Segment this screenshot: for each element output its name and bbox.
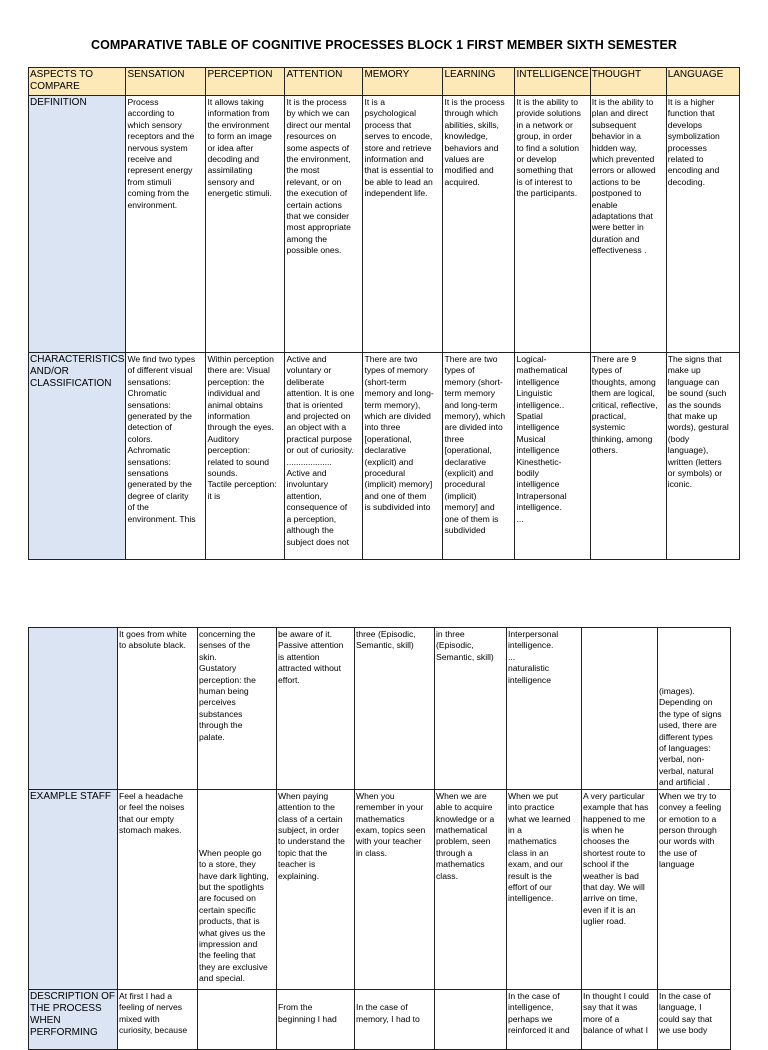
- comparative-table-part-2: [28, 627, 731, 1050]
- cell-example-language: When we try to convey a feeling or emotion to a person through our words with the use of language: [658, 789, 731, 989]
- cell-example-attention: When paying attention to the class of a certain subject, in order to understand the topic that the teacher is explaining.: [277, 789, 355, 989]
- cell-description-sensation: At first I had a feeling of nerves mixed with curiosity, because: [118, 989, 198, 1049]
- cell-characteristics-attention: Active and voluntary or deliberate attention. It is one that is oriented and projected on an object with a practical purpose or out of curiosity. ................... Active and involuntary attention, consequence of a perception, although the subject does not: [285, 353, 363, 560]
- cell-characteristics-sensation: We find two types of different visual sensations: Chromatic sensations: generated by the detection of colors. Achromatic sensations: sensations generated by the degree of clarity of the environment. This: [126, 353, 206, 560]
- cell-characteristics-perception: Within perception there are: Visual perception: the individual and animal obtains information through the eyes. Auditory perception: related to sound sounds. Tactile perception: it is: [206, 353, 285, 560]
- cell-example-thought: A very particular example that has happened to me is when he chooses the shortest route to school if the weather is bad that day. We will arrive on time, even if it is an uglier road.: [582, 789, 658, 989]
- continuation-row: [29, 628, 731, 790]
- row-label-continuation: [29, 628, 118, 790]
- row-label-example: EXAMPLE STAFF: [29, 789, 118, 989]
- document-title: COMPARATIVE TABLE OF COGNITIVE PROCESSES BLOCK 1 FIRST MEMBER SIXTH SEMESTER: [90, 38, 678, 52]
- cell-definition-sensation: Process according to which sensory receptors and the nervous system receive and represent energy from stimuli coming from the environment.: [126, 96, 206, 353]
- cell-description-learning: [435, 989, 507, 1049]
- cell-example-sensation: Feel a headache or feel the noises that our empty stomach makes.: [118, 789, 198, 989]
- description-row: [29, 989, 731, 1049]
- cell-definition-attention: It is the process by which we can direct our mental resources on some aspects of the environment, the most relevant, or on the execution of certain actions that we consider most appropriate among the possible ones.: [285, 96, 363, 353]
- cell-description-attention: From the beginning I had: [277, 989, 355, 1049]
- row-label-description: DESCRIPTION OF THE PROCESS WHEN PERFORMING: [29, 989, 118, 1049]
- cell-characteristics-learning: There are two types of memory (short- term memory and long-term memory), which are divided into three [operational, declarative (explicit) and procedural (implicit) memory] and one of them is subdivided: [443, 353, 515, 560]
- header-aspects: ASPECTS TO COMPARE: [29, 68, 126, 96]
- cell-continuation-intelligence: Interpersonal intelligence. ... naturalistic intelligence: [507, 628, 582, 790]
- cell-definition-intelligence: It is the ability to provide solutions in a network or group, in order to find a solution or develop something that is of interest to the participants.: [515, 96, 590, 353]
- header-perception: PERCEPTION: [206, 68, 285, 96]
- cell-definition-perception: It allows taking information from the environment to form an image or idea after decoding and assimilating sensory and energetic stimuli.: [206, 96, 285, 353]
- header-language: LANGUAGE: [666, 68, 739, 96]
- cell-characteristics-thought: There are 9 types of thoughts, among them are logical, critical, reflective, practical, systemic thinking, among others.: [590, 353, 666, 560]
- cell-continuation-perception: concerning the senses of the skin. Gustatory perception: the human being perceives substances through the palate.: [198, 628, 277, 790]
- header-intelligence: INTELLIGENCE: [515, 68, 590, 96]
- cell-description-thought: In thought I could say that it was more of a balance of what I: [582, 989, 658, 1049]
- characteristics-row: [29, 353, 740, 560]
- cell-example-memory: When you remember in your mathematics exam, topics seen with your teacher in class.: [355, 789, 435, 989]
- header-sensation: SENSATION: [126, 68, 206, 96]
- cell-definition-thought: It is the ability to plan and direct subsequent behavior in a hidden way, which prevented errors or allowed actions to be postponed to enable adaptations that were better in duration and effectiveness .: [590, 96, 666, 353]
- cell-characteristics-intelligence: Logical- mathematical intelligence Linguistic intelligence.. Spatial intelligence Musical intelligence Kinesthetic- bodily intelligence Intrapersonal intelligence. ...: [515, 353, 590, 560]
- cell-definition-memory: It is a psychological process that serves to encode, store and retrieve information and that is essential to be able to lead an independent life.: [363, 96, 443, 353]
- cell-definition-language: It is a higher function that develops symbolization processes related to encoding and decoding.: [666, 96, 739, 353]
- header-thought: THOUGHT: [590, 68, 666, 96]
- cell-characteristics-language: The signs that make up language can be sound (such as the sounds that make up words), gestural (body language), written (letters or symbols) or iconic.: [666, 353, 739, 560]
- cell-description-language: In the case of language, I could say that we use body: [658, 989, 731, 1049]
- cell-example-learning: When we are able to acquire knowledge or a mathematical problem, seen through a mathematics class.: [435, 789, 507, 989]
- cell-continuation-language: (images). Depending on the type of signs used, there are different types of languages: verbal, non- verbal, natural and artificial .: [658, 628, 731, 790]
- cell-example-intelligence: When we put into practice what we learned in a mathematics class in an exam, and our result is the effort of our intelligence.: [507, 789, 582, 989]
- cell-continuation-attention: be aware of it. Passive attention is attention attracted without effort.: [277, 628, 355, 790]
- cell-continuation-sensation: It goes from white to absolute black.: [118, 628, 198, 790]
- definition-row: [29, 96, 740, 353]
- cell-continuation-memory: three (Episodic, Semantic, skill): [355, 628, 435, 790]
- example-row: [29, 789, 731, 989]
- header-attention: ATTENTION: [285, 68, 363, 96]
- header-row: [29, 68, 740, 96]
- cell-characteristics-memory: There are two types of memory (short-term memory and long- term memory), which are divided into three [operational, declarative (explicit) and procedural (implicit) memory] and one of them is subdivided into: [363, 353, 443, 560]
- cell-definition-learning: It is the process through which abilities, skills, knowledge, behaviors and values are modified and acquired.: [443, 96, 515, 353]
- cell-example-perception: When people go to a store, they have dark lighting, but the spotlights are focused on certain specific products, that is what gives us the impression and the feeling that they are exclusive and special.: [198, 789, 277, 989]
- header-learning: LEARNING: [443, 68, 515, 96]
- cell-continuation-learning: in three (Episodic, Semantic, skill): [435, 628, 507, 790]
- row-label-definition: DEFINITION: [29, 96, 126, 353]
- cell-description-memory: In the case of memory, I had to: [355, 989, 435, 1049]
- comparative-table-part-1: [28, 67, 740, 560]
- header-memory: MEMORY: [363, 68, 443, 96]
- cell-continuation-thought: [582, 628, 658, 790]
- cell-description-intelligence: In the case of intelligence, perhaps we reinforced it and: [507, 989, 582, 1049]
- row-label-characteristics: CHARACTERISTICS AND/OR CLASSIFICATION: [29, 353, 126, 560]
- cell-description-perception: [198, 989, 277, 1049]
